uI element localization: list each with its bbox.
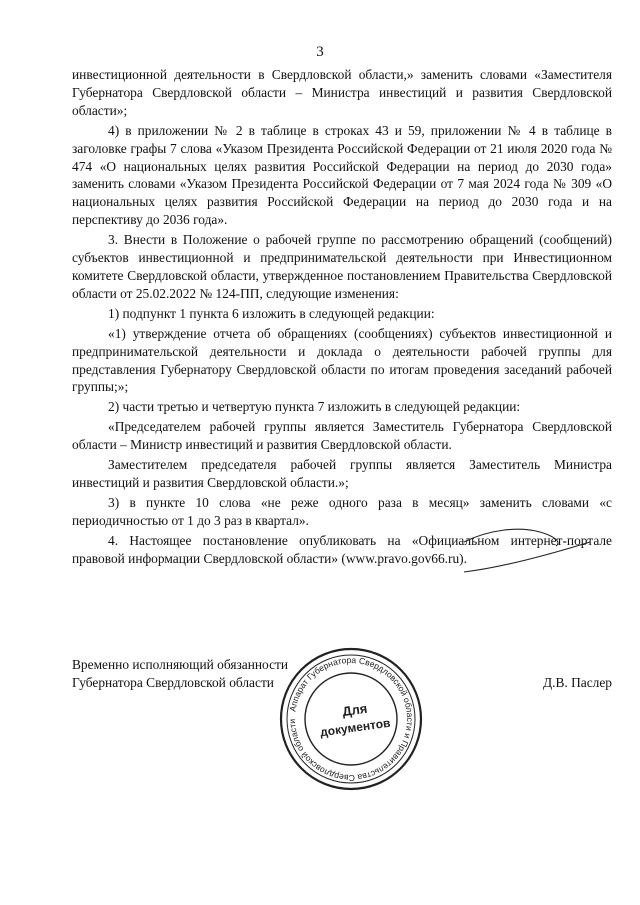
paragraph-quote-chairman: «Председателем рабочей группы является Заместитель Губернатора Свердловской области – Министр инвестиций и развития Свердловской области. bbox=[72, 419, 612, 453]
paragraph-quote-deputy: Заместителем председателя рабочей группы является Заместитель Министра инвестиций и развития Свердловской области.»; bbox=[72, 457, 612, 490]
paragraph-section-3: 3. Внести в Положение о рабочей группе по рассмотрению обращений (сообщений) субъектов инвестиционной и предпринимательской деятельности при Инвестиционном комитете Свердловской области, утвержденное постановлением Правительства Свердловской области от 25.02.2022 № 124-ПП, следующие изменения: bbox=[72, 232, 612, 301]
paragraph-continuation: инвестиционной деятельности в Свердловской области,» заменить словами «Заместителя Губернатора Свердловской области – Министра инвестиций и развития Свердловской области»; bbox=[72, 67, 612, 118]
signer-position-line1: Временно исполняющий обязанности bbox=[72, 657, 289, 672]
document-body bbox=[72, 66, 612, 567]
paragraph-quote-1: «1) утверждение отчета об обращениях (сообщениях) субъектов инвестиционной и предпринимательской деятельности и доклада о деятельности рабочей группы для представления Губернатору Свердловской области по итогам проведения заседаний рабочей группы;»; bbox=[72, 325, 612, 395]
paragraph-item-4: 4) в приложении № 2 в таблице в строках 43 и 59, приложении № 4 в таблице в заголовке графы 7 слова «Указом Президента Российской Федерации от 21 июля 2020 года № 474 «О национальных целях развития Российской Федерации на период до 2030 года» заменить словами «Указом Президента Российской Федерации от 7 мая 2024 года № 309 «О национальных целях развития Российской Федерации на период до 2030 года и на перспективу до 2036 года». bbox=[72, 122, 612, 228]
paragraph-subitem-3: 3) в пункте 10 слова «не реже одного раза в месяц» заменить словами «с периодичностью от 1 до 3 раз в квартал». bbox=[72, 494, 612, 528]
stamp-center-line2: документов bbox=[319, 715, 392, 740]
handwritten-mark bbox=[458, 512, 598, 578]
paragraph-subitem-2: 2) части третью и четвертую пункта 7 изложить в следующей редакции: bbox=[108, 399, 521, 415]
official-stamp bbox=[276, 644, 426, 794]
page-number: 3 bbox=[316, 44, 324, 60]
signer-position-line2: Губернатора Свердловской области bbox=[72, 675, 274, 690]
stamp-ring-text: Аппарат Губернатора Свердловской области и Правительства Свердловской области bbox=[286, 654, 416, 784]
paragraph-section-4: 4. Настоящее постановление опубликовать на «Официальном интернет-портале правовой информации Свердловской области» (www.pravo.gov66.ru). bbox=[72, 532, 612, 566]
paragraph-subitem-1: 1) подпункт 1 пункта 6 изложить в следующей редакции: bbox=[108, 305, 435, 321]
signer-name: Д.В. Паслер bbox=[543, 675, 612, 690]
stamp-center-line1: Для bbox=[341, 700, 369, 720]
